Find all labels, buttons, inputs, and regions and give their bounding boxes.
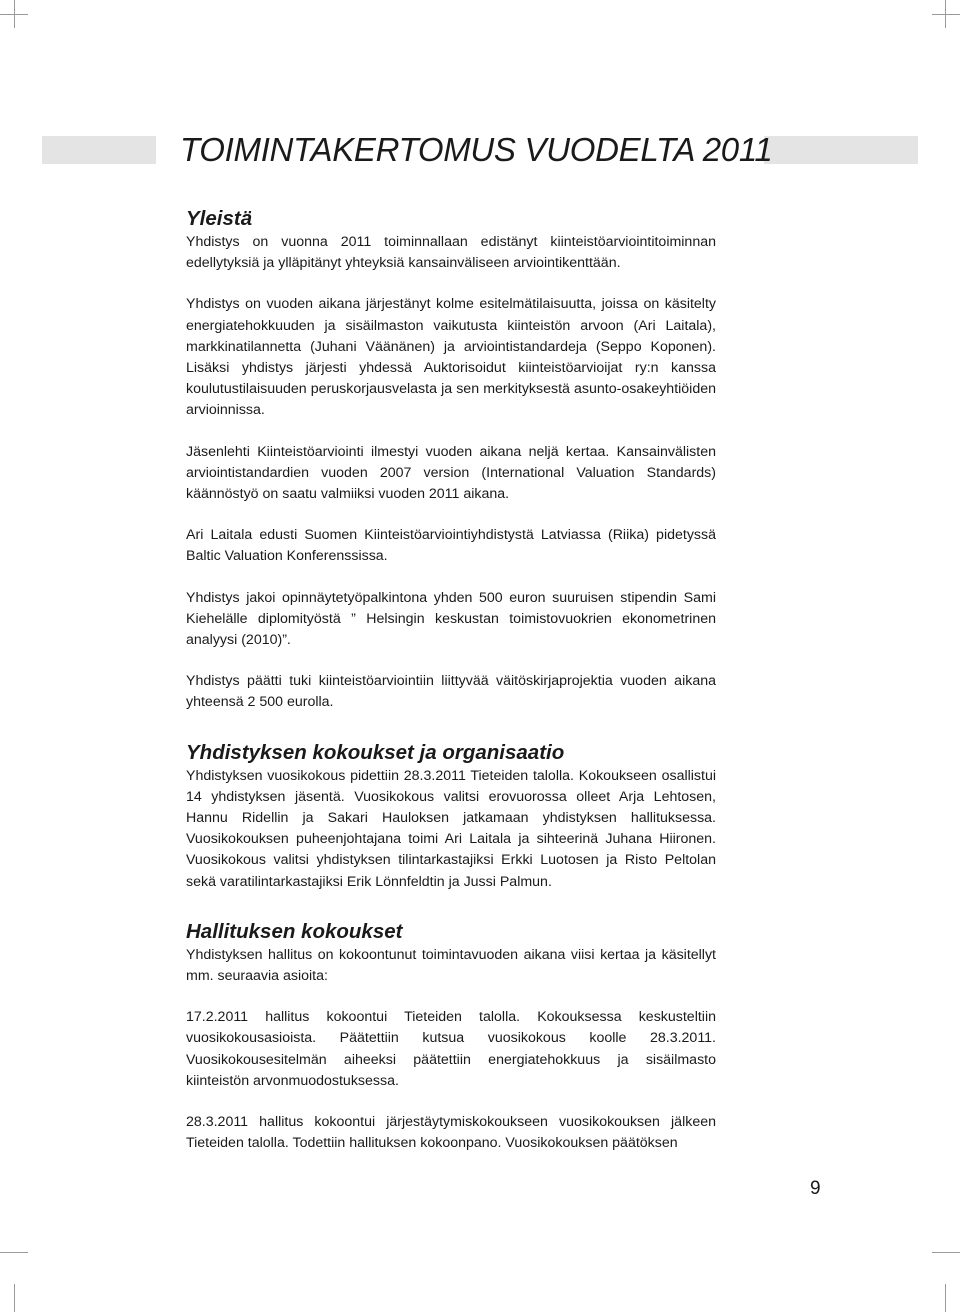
crop-mark-top-right-h: [932, 14, 960, 15]
title-band-right: [764, 136, 918, 164]
document-body: [186, 206, 716, 1155]
section-heading-yleista: Yleistä: [186, 207, 253, 230]
paragraph: 28.3.2011 hallitus kokoontui järjestäytymiskokoukseen vuosikokouksen jälkeen Tieteiden talolla. Todettiin hallituksen kokoonpano. Vuosikokouksen päätöksen: [186, 1114, 716, 1152]
title-band-left: [42, 136, 156, 164]
section-heading-hallitus: Hallituksen kokoukset: [186, 919, 403, 943]
paragraph: 17.2.2011 hallitus kokoontui Tieteiden talolla. Kokouksessa keskusteltiin vuosikokousasioista. Päätettiin kutsua vuosikokous koolle 28.3.2011. Vuosikokousesitelmän aiheeksi päätettiin energiatehokkuus ja sisäilmasto kiinteistön arvonmuodostuksessa.: [186, 1009, 716, 1089]
paragraph: Yhdistyksen hallitus on kokoontunut toimintavuoden aikana viisi kertaa ja käsitellyt mm. seuraavia asioita:: [186, 946, 716, 985]
page-number: 9: [810, 1178, 821, 1199]
crop-mark-bottom-right-h: [932, 1252, 960, 1253]
paragraph: Yhdistys on vuoden aikana järjestänyt kolme esitelmätilaisuutta, joissa on käsitelty energiatehokkuuden ja sisäilmaston vaikutusta kiinteistön arvoon (Ari Laitala), markkinatilannetta (Juhani Väänänen) ja arviointistandardeja (Seppo Koponen). Lisäksi yhdistys järjesti yhdessä Auktorisoidut kiinteistöarvioijat ry:n kanssa koulutustilaisuuden peruskorjausvelasta ja sen merkityksestä asunto-osakeyhtiöiden arvioinnissa.: [186, 296, 716, 419]
paragraph: Yhdistys on vuonna 2011 toiminnallaan edistänyt kiinteistöarviointitoiminnan edellytyksiä ja ylläpitänyt yhteyksiä kansainväliseen arviointikenttään.: [186, 234, 716, 272]
section-heading-kokoukset: Yhdistyksen kokoukset ja organisaatio: [186, 740, 565, 764]
paragraph: Yhdistys päätti tuki kiinteistöarviointiin liittyvää väitöskirjaprojektia vuoden aikana yhteensä 2 500 eurolla.: [186, 673, 716, 711]
crop-mark-bottom-left-h: [0, 1252, 28, 1253]
paragraph: Jäsenlehti Kiinteistöarviointi ilmestyi vuoden aikana neljä kertaa. Kansainvälisten arviointistandardien vuoden 2007 version (International Valuation Standards) käännöstyö on saatu valmiiksi vuoden 2011 aikana.: [186, 443, 716, 503]
paragraph: Yhdistys jakoi opinnäytetyöpalkintona yhden 500 euron suuruisen stipendin Sami Kiehelälle diplomityöstä ” Helsingin keskustan toimistovuokrien ekonometrinen analyysi (2010)”.: [186, 589, 716, 649]
crop-mark-bottom-right-v: [945, 1284, 946, 1312]
crop-mark-bottom-left-v: [14, 1284, 15, 1312]
page-title: TOIMINTAKERTOMUS VUODELTA 2011: [180, 131, 773, 168]
crop-mark-top-left-h: [0, 14, 28, 15]
paragraph: Ari Laitala edusti Suomen Kiinteistöarviointiyhdistystä Latviassa (Riika) pidetyssä Baltic Valuation Konferenssissa.: [186, 527, 716, 565]
paragraph: Yhdistyksen vuosikokous pidettiin 28.3.2011 Tieteiden talolla. Kokoukseen osallistui 14 yhdistyksen jäsentä. Vuosikokous valitsi erovuorossa olleet Arja Lehtosen, Hannu Ridellin ja Sakari Hauloksen jatkamaan yhdistyksen hallituksessa. Vuosikokouksen puheenjohtajana toimi Ari Laitala ja sihteerinä Juhana Hiironen. Vuosikokous valitsi yhdistyksen tilintarkastajiksi Erkki Luotosen ja Risto Peltolan sekä varatilintarkastajiksi Erik Lönnfeldtin ja Jussi Palmun.: [186, 767, 716, 890]
